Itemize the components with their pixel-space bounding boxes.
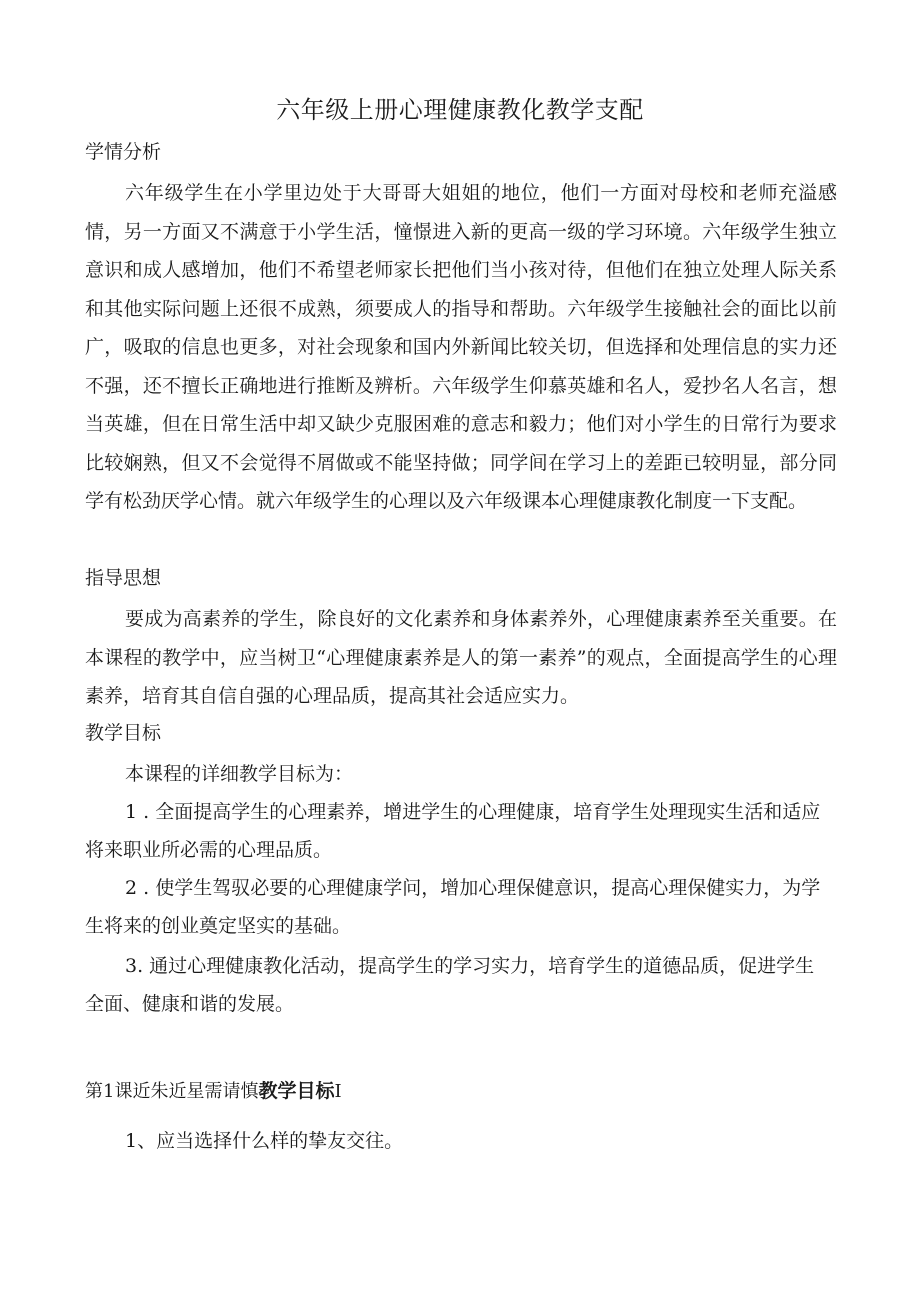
guiding-paragraph: 要成为高素养的学生，除良好的文化素养和身体素养外，心理健康素养至关重要。在本课程的教学中，应当树卫“心理健康素养是人的第一素养”的观点，全面提高学生的心理素养，培育其自信自强的心理品质，提高其社会适应实力。: [85, 608, 837, 707]
goal-item-3: 3. 通过心理健康教化活动，提高学生的学习实力，培育学生的道德品质，促进学生全面、健康和谐的发展。: [85, 955, 815, 1015]
document-title: 六年级上册心理健康教化教学支配: [276, 96, 644, 124]
lesson-heading: [85, 1078, 342, 1105]
section-heading-guiding: 指导思想: [85, 567, 162, 589]
section-heading-goals: 教学目标: [85, 722, 162, 744]
lesson-goal-label: 教学目标: [258, 1080, 335, 1102]
goals-intro: 本课程的详细教学目标为：: [125, 763, 354, 785]
lesson-title: 第1课近朱近星需请慎: [85, 1081, 259, 1102]
lesson-goal-item-1: 1、应当选择什么样的挚友交往。: [125, 1130, 404, 1152]
lesson-suffix: I: [334, 1081, 342, 1102]
analysis-paragraph: 六年级学生在小学里边处于大哥哥大姐姐的地位，他们一方面对母校和老师充溢感情，另一方面又不满意于小学生活，憧憬进入新的更高一级的学习环境。六年级学生独立意识和成人感增加，他们不希望老师家长把他们当小孩对待，但他们在独立处理人际关系和其他实际问题上还很不成熟，须要成人的指导和帮助。六年级学生接触社会的面比以前广，吸取的信息也更多，对社会现象和国内外新闻比较关切，但选择和处理信息的实力还不强，还不擅长正确地进行推断及辨析。六年级学生仰慕英雄和名人，爱抄名人名言，想当英雄，但在日常生活中却又缺少克服困难的意志和毅力；他们对小学生的日常行为要求比较娴熟，但又不会觉得不屑做或不能坚持做；同学间在学习上的差距已较明显，部分同学有松劲厌学心情。就六年级学生的心理以及六年级课本心理健康教化制度一下支配。: [85, 182, 837, 512]
section-heading-analysis: 学情分析: [85, 141, 162, 163]
goal-item-1: 1 . 全面提高学生的心理素养，增进学生的心理健康，培育学生处理现实生活和适应将来职业所必需的心理品质。: [85, 801, 821, 861]
goal-item-2: 2 . 使学生驾驭必要的心理健康学问，增加心理保健意识，提高心理保健实力，为学生将来的创业奠定坚实的基础。: [85, 877, 821, 937]
